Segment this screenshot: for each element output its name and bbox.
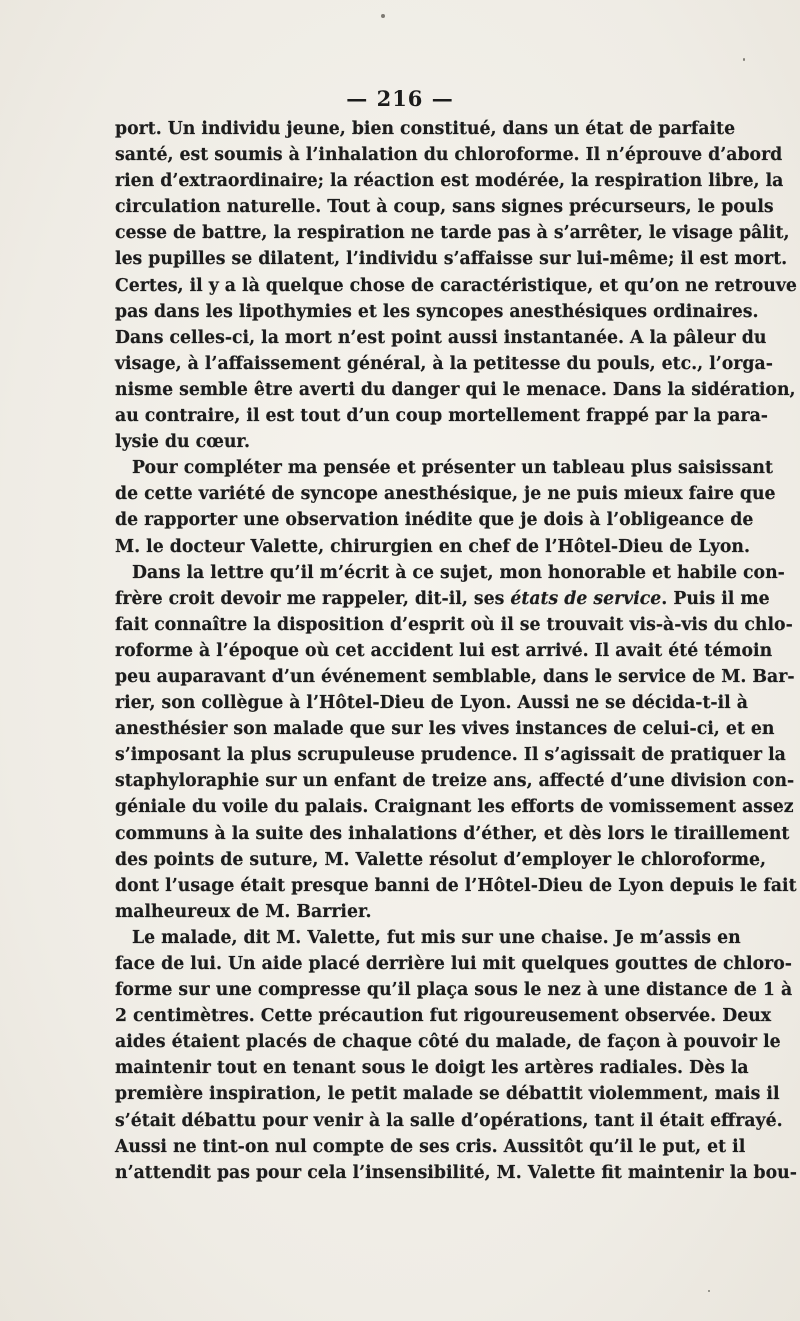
text-line: s’était débattu pour venir à la salle d’opérations, tant il était effrayé. [115, 1110, 783, 1131]
text-line: n’attendit pas pour cela l’insensibilité, M. Valette fit maintenir la bou- [115, 1162, 797, 1183]
text-line: s’imposant la plus scrupuleuse prudence. Il s’agissait de pratiquer la [115, 745, 786, 766]
text-line: maintenir tout en tenant sous le doigt les artères radiales. Dès la [115, 1058, 749, 1079]
text-line: Dans celles-ci, la mort n’est point aussi instantanée. A la pâleur du [115, 327, 767, 348]
ink-speck [708, 1290, 710, 1292]
text-line: Aussi ne tint-on nul compte de ses cris. Aussitôt qu’il le put, et il [115, 1136, 746, 1157]
text-line: malheureux de M. Barrier. [115, 901, 372, 922]
text-line: dont l’usage était presque banni de l’Hôtel-Dieu de Lyon depuis le fait [115, 875, 797, 896]
text-line: visage, à l’affaissement général, à la petitesse du pouls, etc., l’orga- [115, 353, 773, 374]
text-line: communs à la suite des inhalations d’éther, et dès lors le tiraillement [115, 823, 790, 844]
text-line: lysie du cœur. [115, 432, 250, 453]
text-line: port. Un individu jeune, bien constitué, dans un état de parfaite [115, 119, 736, 139]
text-line: M. le docteur Valette, chirurgien en chef de l’Hôtel-Dieu de Lyon. [115, 536, 751, 557]
page-number: — 216 — [346, 86, 454, 111]
text-line: forme sur une compresse qu’il plaça sous le nez à une distance de 1 à [115, 980, 793, 1001]
text-line: face de lui. Un aide placé derrière lui mit quelques gouttes de chloro- [115, 954, 792, 974]
text-line: peu auparavant d’un événement semblable, dans le service de M. Bar- [115, 666, 795, 687]
text-line: 2 centimètres. Cette précaution fut rigoureusement observée. Deux [115, 1006, 772, 1027]
text-line: roforme à l’époque où cet accident lui est arrivé. Il avait été témoin [115, 640, 773, 661]
text-line: nisme semble être averti du danger qui le menace. Dans la sidération, [115, 379, 796, 400]
italic-phrase: états de service [510, 588, 662, 609]
text-line: santé, est soumis à l’inhalation du chloroforme. Il n’éprouve d’abord [115, 145, 783, 166]
text-line: rier, son collègue à l’Hôtel-Dieu de Lyon. Aussi ne se décida-t-il à [115, 693, 748, 714]
text-line: aides étaient placés de chaque côté du malade, de façon à pouvoir le [115, 1032, 781, 1053]
text-line: staphyloraphie sur un enfant de treize ans, affecté d’une division con- [115, 771, 795, 792]
text-line: anesthésier son malade que sur les vives instances de celui-ci, et en [115, 719, 775, 740]
text-line: circulation naturelle. Tout à coup, sans signes précurseurs, le pouls [115, 197, 774, 218]
text-line: fait connaître la disposition d’esprit où il se trouvait vis-à-vis du chlo- [115, 614, 793, 635]
text-line: de cette variété de syncope anesthésique, je ne puis mieux faire que [115, 484, 776, 505]
text-line: Le malade, dit M. Valette, fut mis sur une chaise. Je m’assis en [132, 927, 741, 948]
text-line: géniale du voile du palais. Craignant les efforts de vomissement assez [115, 797, 794, 818]
text-line: frère croit devoir me rappeler, dit-il, ses états de service. Puis il me [115, 588, 770, 609]
text-line: Dans la lettre qu’il m’écrit à ce sujet, mon honorable et habile con- [132, 562, 785, 583]
text-line: les pupilles se dilatent, l’individu s’affaisse sur lui-même; il est mort. [115, 249, 788, 270]
text-line: cesse de battre, la respiration ne tarde pas à s’arrêter, le visage pâlit, [115, 223, 790, 244]
text-line: Pour compléter ma pensée et présenter un tableau plus saisissant [132, 458, 773, 479]
text-line: de rapporter une observation inédite que je dois à l’obligeance de [115, 510, 754, 531]
text-line: Certes, il y a là quelque chose de caractéristique, et qu’on ne retrouve [115, 275, 797, 296]
text-line: rien d’extraordinaire; la réaction est modérée, la respiration libre, la [115, 171, 784, 192]
text-line: première inspiration, le petit malade se débattit violemment, mais il [115, 1084, 780, 1105]
text-line: au contraire, il est tout d’un coup mortellement frappé par la para- [115, 406, 768, 427]
text-line: pas dans les lipothymies et les syncopes anesthésiques ordinaires. [115, 301, 759, 322]
ink-speck [743, 58, 745, 61]
body-text [115, 116, 797, 1186]
text-line: des points de suture, M. Valette résolut d’employer le chloroforme, [115, 849, 767, 870]
ink-speck [381, 14, 385, 18]
